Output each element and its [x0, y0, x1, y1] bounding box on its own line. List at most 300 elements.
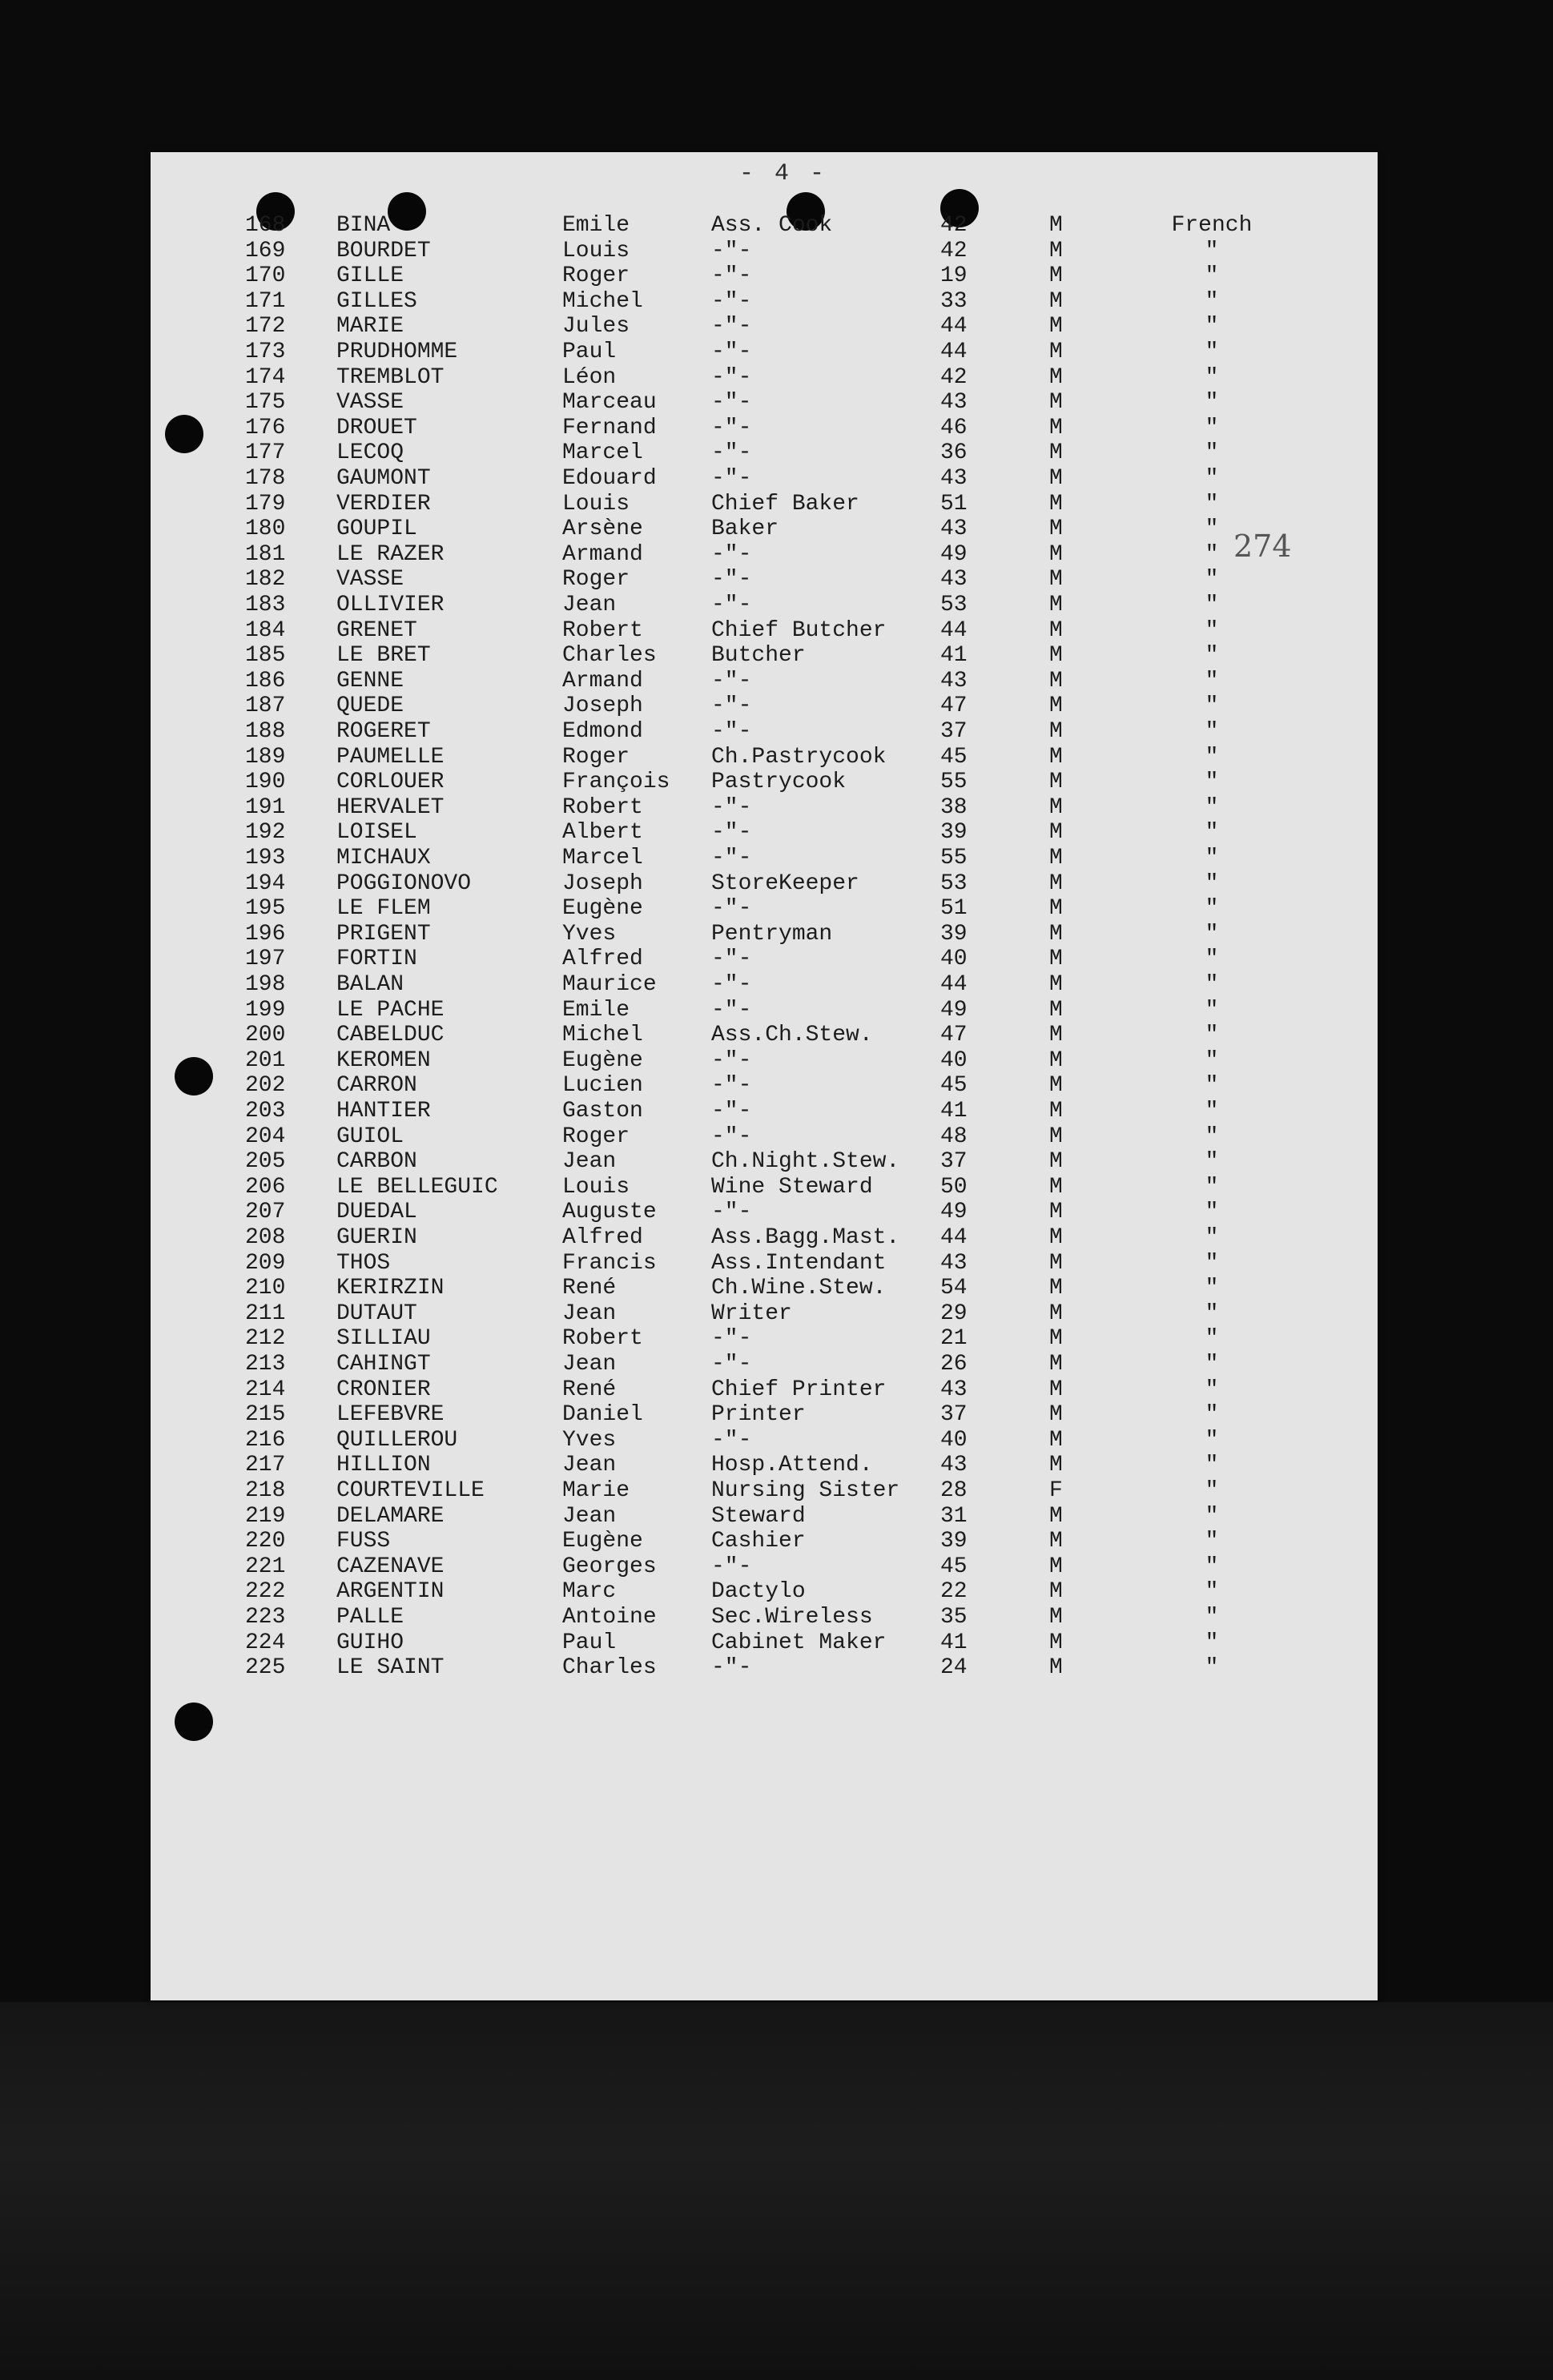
- given-name-cell: Michel: [562, 288, 643, 314]
- table-row: [151, 922, 1378, 947]
- sex-cell: M: [1049, 390, 1063, 416]
- row-number-cell: 184: [245, 617, 286, 643]
- nationality-cell: ": [1205, 693, 1219, 719]
- given-name-cell: Marceau: [562, 390, 657, 416]
- nationality-cell: ": [1205, 1073, 1219, 1099]
- surname-cell: CARRON: [336, 1073, 417, 1099]
- row-number-cell: 222: [245, 1579, 286, 1605]
- age-cell: 46: [940, 415, 968, 440]
- occupation-cell: Ch.Pastrycook: [711, 744, 887, 770]
- age-cell: 44: [940, 1225, 968, 1250]
- surname-cell: LE BELLEGUIC: [336, 1174, 498, 1200]
- nationality-cell: ": [1205, 921, 1219, 947]
- surname-cell: CORLOUER: [336, 770, 445, 795]
- table-row: [151, 1023, 1378, 1048]
- nationality-cell: ": [1205, 1503, 1219, 1529]
- surname-cell: LE SAINT: [336, 1655, 445, 1681]
- age-cell: 37: [940, 719, 968, 744]
- sex-cell: M: [1049, 744, 1063, 770]
- occupation-cell: Hosp.Attend.: [711, 1453, 873, 1478]
- sex-cell: M: [1049, 1503, 1063, 1529]
- nationality-cell: ": [1205, 1478, 1219, 1503]
- occupation-cell: Cashier: [711, 1529, 806, 1554]
- surname-cell: ROGERET: [336, 719, 431, 744]
- nationality-cell: ": [1205, 1579, 1219, 1605]
- sex-cell: M: [1049, 1174, 1063, 1200]
- sex-cell: M: [1049, 364, 1063, 390]
- sex-cell: M: [1049, 1301, 1063, 1326]
- age-cell: 36: [940, 440, 968, 466]
- nationality-cell: ": [1205, 440, 1219, 466]
- given-name-cell: Alfred: [562, 947, 643, 972]
- nationality-cell: ": [1205, 567, 1219, 593]
- row-number-cell: 170: [245, 263, 286, 289]
- age-cell: 49: [940, 1200, 968, 1225]
- surname-cell: DUEDAL: [336, 1200, 417, 1225]
- row-number-cell: 168: [245, 213, 286, 238]
- age-cell: 43: [940, 390, 968, 416]
- sex-cell: M: [1049, 541, 1063, 567]
- given-name-cell: Léon: [562, 364, 617, 390]
- age-cell: 55: [940, 846, 968, 870]
- occupation-cell: Writer: [711, 1301, 792, 1326]
- sex-cell: M: [1049, 693, 1063, 719]
- row-number-cell: 198: [245, 972, 286, 997]
- surname-cell: LE FLEM: [336, 896, 431, 922]
- row-number-cell: 203: [245, 1099, 286, 1124]
- sex-cell: M: [1049, 517, 1063, 542]
- occupation-cell: Sec.Wireless: [711, 1605, 873, 1630]
- sex-cell: M: [1049, 340, 1063, 364]
- given-name-cell: Armand: [562, 541, 643, 567]
- sex-cell: M: [1049, 1655, 1063, 1681]
- occupation-cell: Chief Baker: [711, 491, 859, 517]
- row-number-cell: 180: [245, 517, 286, 542]
- table-row: [151, 593, 1378, 618]
- occupation-cell: -"-: [711, 1427, 752, 1453]
- sex-cell: M: [1049, 643, 1063, 669]
- sex-cell: M: [1049, 1453, 1063, 1478]
- occupation-cell: Ass.Bagg.Mast.: [711, 1225, 900, 1250]
- given-name-cell: Robert: [562, 1326, 643, 1352]
- table-row: [151, 1377, 1378, 1403]
- age-cell: 43: [940, 1377, 968, 1402]
- surname-cell: MICHAUX: [336, 846, 431, 870]
- row-number-cell: 216: [245, 1427, 286, 1453]
- occupation-cell: -"-: [711, 263, 752, 289]
- given-name-cell: Fernand: [562, 415, 657, 440]
- occupation-cell: Wine Steward: [711, 1174, 873, 1200]
- sex-cell: M: [1049, 1402, 1063, 1428]
- sex-cell: M: [1049, 1200, 1063, 1225]
- occupation-cell: -"-: [711, 947, 752, 972]
- surname-cell: LE BRET: [336, 643, 431, 669]
- occupation-cell: Printer: [711, 1402, 806, 1428]
- nationality-cell: ": [1205, 1276, 1219, 1301]
- nationality-cell: ": [1205, 340, 1219, 364]
- sex-cell: M: [1049, 466, 1063, 491]
- table-row: [151, 896, 1378, 922]
- given-name-cell: Paul: [562, 1630, 617, 1655]
- row-number-cell: 211: [245, 1301, 286, 1326]
- given-name-cell: Antoine: [562, 1605, 657, 1630]
- age-cell: 43: [940, 466, 968, 491]
- table-row: [151, 1099, 1378, 1124]
- document-page: [151, 152, 1378, 2000]
- age-cell: 44: [940, 972, 968, 997]
- surname-cell: CARBON: [336, 1149, 417, 1175]
- table-row: [151, 314, 1378, 340]
- given-name-cell: Marie: [562, 1478, 630, 1503]
- given-name-cell: Roger: [562, 744, 630, 770]
- punch-hole: [175, 1703, 213, 1741]
- surname-cell: PRIGENT: [336, 921, 431, 947]
- row-number-cell: 193: [245, 846, 286, 870]
- nationality-cell: ": [1205, 947, 1219, 972]
- surname-cell: LOISEL: [336, 820, 417, 846]
- occupation-cell: -"-: [711, 340, 752, 364]
- given-name-cell: Alfred: [562, 1225, 643, 1250]
- page-number: - 4 -: [738, 160, 827, 187]
- occupation-cell: Nursing Sister: [711, 1478, 900, 1503]
- occupation-cell: Chief Printer: [711, 1377, 887, 1402]
- nationality-cell: ": [1205, 364, 1219, 390]
- age-cell: 45: [940, 1554, 968, 1579]
- given-name-cell: François: [562, 770, 670, 795]
- table-row: [151, 1529, 1378, 1554]
- surname-cell: LE PACHE: [336, 997, 445, 1023]
- nationality-cell: ": [1205, 1250, 1219, 1276]
- surname-cell: HANTIER: [336, 1099, 431, 1124]
- surname-cell: LECOQ: [336, 440, 404, 466]
- surname-cell: MARIE: [336, 314, 404, 340]
- given-name-cell: Yves: [562, 1427, 617, 1453]
- age-cell: 24: [940, 1655, 968, 1681]
- row-number-cell: 225: [245, 1655, 286, 1681]
- age-cell: 28: [940, 1478, 968, 1503]
- occupation-cell: -"-: [711, 668, 752, 693]
- nationality-cell: ": [1205, 1174, 1219, 1200]
- given-name-cell: Auguste: [562, 1200, 657, 1225]
- age-cell: 37: [940, 1402, 968, 1428]
- nationality-cell: ": [1205, 415, 1219, 440]
- given-name-cell: Charles: [562, 643, 657, 669]
- table-row: [151, 618, 1378, 644]
- surname-cell: DROUET: [336, 415, 417, 440]
- surname-cell: QUEDE: [336, 693, 404, 719]
- surname-cell: BINA: [336, 213, 391, 238]
- given-name-cell: Albert: [562, 820, 643, 846]
- nationality-cell: ": [1205, 997, 1219, 1023]
- nationality-cell: ": [1205, 1301, 1219, 1326]
- age-cell: 47: [940, 1023, 968, 1048]
- given-name-cell: René: [562, 1377, 617, 1402]
- row-number-cell: 200: [245, 1023, 286, 1048]
- surname-cell: TREMBLOT: [336, 364, 445, 390]
- surname-cell: GENNE: [336, 668, 404, 693]
- occupation-cell: -"-: [711, 364, 752, 390]
- row-number-cell: 176: [245, 415, 286, 440]
- occupation-cell: -"-: [711, 719, 752, 744]
- table-row: [151, 1175, 1378, 1200]
- row-number-cell: 199: [245, 997, 286, 1023]
- surname-cell: KERIRZIN: [336, 1276, 445, 1301]
- sex-cell: M: [1049, 491, 1063, 517]
- sex-cell: M: [1049, 617, 1063, 643]
- sex-cell: M: [1049, 1605, 1063, 1630]
- nationality-cell: ": [1205, 314, 1219, 340]
- scanner-background: [0, 2002, 1553, 2380]
- sex-cell: M: [1049, 794, 1063, 820]
- table-row: [151, 416, 1378, 441]
- occupation-cell: -"-: [711, 415, 752, 440]
- row-number-cell: 202: [245, 1073, 286, 1099]
- occupation-cell: Ch.Wine.Stew.: [711, 1276, 887, 1301]
- given-name-cell: Jean: [562, 1453, 617, 1478]
- age-cell: 53: [940, 593, 968, 617]
- table-row: [151, 1453, 1378, 1478]
- table-row: [151, 466, 1378, 492]
- table-row: [151, 1655, 1378, 1681]
- row-number-cell: 204: [245, 1124, 286, 1149]
- nationality-cell: ": [1205, 288, 1219, 314]
- table-row: [151, 1579, 1378, 1605]
- occupation-cell: -"-: [711, 972, 752, 997]
- table-row: [151, 1630, 1378, 1656]
- given-name-cell: Paul: [562, 340, 617, 364]
- age-cell: 54: [940, 1276, 968, 1301]
- given-name-cell: Jean: [562, 1149, 617, 1175]
- sex-cell: F: [1049, 1478, 1063, 1503]
- table-row: [151, 770, 1378, 795]
- occupation-cell: -"-: [711, 466, 752, 491]
- surname-cell: BOURDET: [336, 238, 431, 263]
- age-cell: 42: [940, 364, 968, 390]
- nationality-cell: ": [1205, 1047, 1219, 1073]
- sex-cell: M: [1049, 415, 1063, 440]
- row-number-cell: 224: [245, 1630, 286, 1655]
- table-row: [151, 517, 1378, 542]
- row-number-cell: 208: [245, 1225, 286, 1250]
- row-number-cell: 194: [245, 870, 286, 896]
- sex-cell: M: [1049, 870, 1063, 896]
- given-name-cell: Maurice: [562, 972, 657, 997]
- nationality-cell: ": [1205, 1427, 1219, 1453]
- nationality-cell: ": [1205, 1605, 1219, 1630]
- given-name-cell: Jean: [562, 1503, 617, 1529]
- age-cell: 43: [940, 668, 968, 693]
- age-cell: 51: [940, 896, 968, 922]
- surname-cell: POGGIONOVO: [336, 870, 472, 896]
- sex-cell: M: [1049, 1326, 1063, 1352]
- surname-cell: CAHINGT: [336, 1352, 431, 1377]
- nationality-cell: ": [1205, 643, 1219, 669]
- row-number-cell: 207: [245, 1200, 286, 1225]
- given-name-cell: Arsène: [562, 517, 643, 542]
- row-number-cell: 172: [245, 314, 286, 340]
- given-name-cell: Eugène: [562, 896, 643, 922]
- surname-cell: CABELDUC: [336, 1023, 445, 1048]
- nationality-cell: ": [1205, 1554, 1219, 1579]
- surname-cell: GOUPIL: [336, 517, 417, 542]
- nationality-cell: ": [1205, 517, 1219, 542]
- sex-cell: M: [1049, 1124, 1063, 1149]
- table-row: [151, 1554, 1378, 1580]
- surname-cell: FUSS: [336, 1529, 391, 1554]
- age-cell: 43: [940, 1453, 968, 1478]
- row-number-cell: 218: [245, 1478, 286, 1503]
- surname-cell: PRUDHOMME: [336, 340, 458, 364]
- table-row: [151, 998, 1378, 1023]
- table-row: [151, 1402, 1378, 1428]
- given-name-cell: Roger: [562, 567, 630, 593]
- row-number-cell: 213: [245, 1352, 286, 1377]
- nationality-cell: ": [1205, 1630, 1219, 1655]
- age-cell: 44: [940, 617, 968, 643]
- given-name-cell: Jean: [562, 1301, 617, 1326]
- table-row: [151, 1124, 1378, 1150]
- given-name-cell: Yves: [562, 921, 617, 947]
- table-row: [151, 390, 1378, 416]
- occupation-cell: -"-: [711, 997, 752, 1023]
- table-row: [151, 669, 1378, 694]
- age-cell: 33: [940, 288, 968, 314]
- surname-cell: THOS: [336, 1250, 391, 1276]
- given-name-cell: Eugène: [562, 1529, 643, 1554]
- table-row: [151, 871, 1378, 897]
- table-row: [151, 1149, 1378, 1175]
- occupation-cell: -"-: [711, 820, 752, 846]
- table-row: [151, 289, 1378, 315]
- occupation-cell: -"-: [711, 1655, 752, 1681]
- surname-cell: HERVALET: [336, 794, 445, 820]
- nationality-cell: ": [1205, 1124, 1219, 1149]
- nationality-cell: ": [1205, 1453, 1219, 1478]
- age-cell: 43: [940, 1250, 968, 1276]
- given-name-cell: Louis: [562, 1174, 630, 1200]
- row-number-cell: 186: [245, 668, 286, 693]
- row-number-cell: 191: [245, 794, 286, 820]
- surname-cell: GUIHO: [336, 1630, 404, 1655]
- table-row: [151, 492, 1378, 517]
- sex-cell: M: [1049, 1377, 1063, 1402]
- given-name-cell: Jean: [562, 1352, 617, 1377]
- surname-cell: PAUMELLE: [336, 744, 445, 770]
- age-cell: 40: [940, 1047, 968, 1073]
- age-cell: 41: [940, 1630, 968, 1655]
- sex-cell: M: [1049, 440, 1063, 466]
- age-cell: 48: [940, 1124, 968, 1149]
- table-row: [151, 846, 1378, 871]
- occupation-cell: StoreKeeper: [711, 870, 859, 896]
- given-name-cell: Louis: [562, 491, 630, 517]
- nationality-cell: ": [1205, 1023, 1219, 1048]
- given-name-cell: Emile: [562, 997, 630, 1023]
- table-row: [151, 693, 1378, 719]
- table-row: [151, 239, 1378, 264]
- age-cell: 43: [940, 567, 968, 593]
- nationality-cell: ": [1205, 1200, 1219, 1225]
- sex-cell: M: [1049, 263, 1063, 289]
- sex-cell: M: [1049, 1427, 1063, 1453]
- sex-cell: M: [1049, 1023, 1063, 1048]
- table-row: [151, 1200, 1378, 1225]
- occupation-cell: Dactylo: [711, 1579, 806, 1605]
- nationality-cell: ": [1205, 1655, 1219, 1681]
- table-row: [151, 340, 1378, 365]
- occupation-cell: -"-: [711, 288, 752, 314]
- table-row: [151, 213, 1378, 239]
- occupation-cell: Butcher: [711, 643, 806, 669]
- age-cell: 39: [940, 1529, 968, 1554]
- age-cell: 21: [940, 1326, 968, 1352]
- row-number-cell: 181: [245, 541, 286, 567]
- table-row: [151, 719, 1378, 745]
- row-number-cell: 171: [245, 288, 286, 314]
- row-number-cell: 169: [245, 238, 286, 263]
- nationality-cell: ": [1205, 1099, 1219, 1124]
- nationality-cell: ": [1205, 668, 1219, 693]
- row-number-cell: 182: [245, 567, 286, 593]
- occupation-cell: Baker: [711, 517, 779, 542]
- age-cell: 47: [940, 693, 968, 719]
- surname-cell: GILLE: [336, 263, 404, 289]
- table-row: [151, 1251, 1378, 1276]
- row-number-cell: 221: [245, 1554, 286, 1579]
- given-name-cell: Robert: [562, 617, 643, 643]
- sex-cell: M: [1049, 1250, 1063, 1276]
- occupation-cell: -"-: [711, 541, 752, 567]
- given-name-cell: Georges: [562, 1554, 657, 1579]
- occupation-cell: -"-: [711, 1073, 752, 1099]
- nationality-cell: French: [1171, 213, 1253, 238]
- table-row: [151, 1605, 1378, 1630]
- age-cell: 44: [940, 340, 968, 364]
- row-number-cell: 223: [245, 1605, 286, 1630]
- occupation-cell: -"-: [711, 1047, 752, 1073]
- table-row: [151, 1428, 1378, 1453]
- table-row: [151, 1225, 1378, 1251]
- sex-cell: M: [1049, 896, 1063, 922]
- given-name-cell: Charles: [562, 1655, 657, 1681]
- table-row: [151, 972, 1378, 998]
- table-row: [151, 1478, 1378, 1504]
- age-cell: 45: [940, 744, 968, 770]
- nationality-cell: ": [1205, 617, 1219, 643]
- row-number-cell: 210: [245, 1276, 286, 1301]
- row-number-cell: 201: [245, 1047, 286, 1073]
- sex-cell: M: [1049, 593, 1063, 617]
- table-row: [151, 440, 1378, 466]
- table-row: [151, 1352, 1378, 1377]
- surname-cell: OLLIVIER: [336, 593, 445, 617]
- surname-cell: VERDIER: [336, 491, 431, 517]
- table-row: [151, 567, 1378, 593]
- table-row: [151, 1048, 1378, 1074]
- row-number-cell: 187: [245, 693, 286, 719]
- nationality-cell: ": [1205, 1402, 1219, 1428]
- given-name-cell: Francis: [562, 1250, 657, 1276]
- age-cell: 38: [940, 794, 968, 820]
- sex-cell: M: [1049, 1630, 1063, 1655]
- row-number-cell: 209: [245, 1250, 286, 1276]
- age-cell: 42: [940, 213, 968, 238]
- given-name-cell: Marcel: [562, 846, 643, 870]
- nationality-cell: ": [1205, 1352, 1219, 1377]
- age-cell: 41: [940, 643, 968, 669]
- row-number-cell: 205: [245, 1149, 286, 1175]
- row-number-cell: 196: [245, 921, 286, 947]
